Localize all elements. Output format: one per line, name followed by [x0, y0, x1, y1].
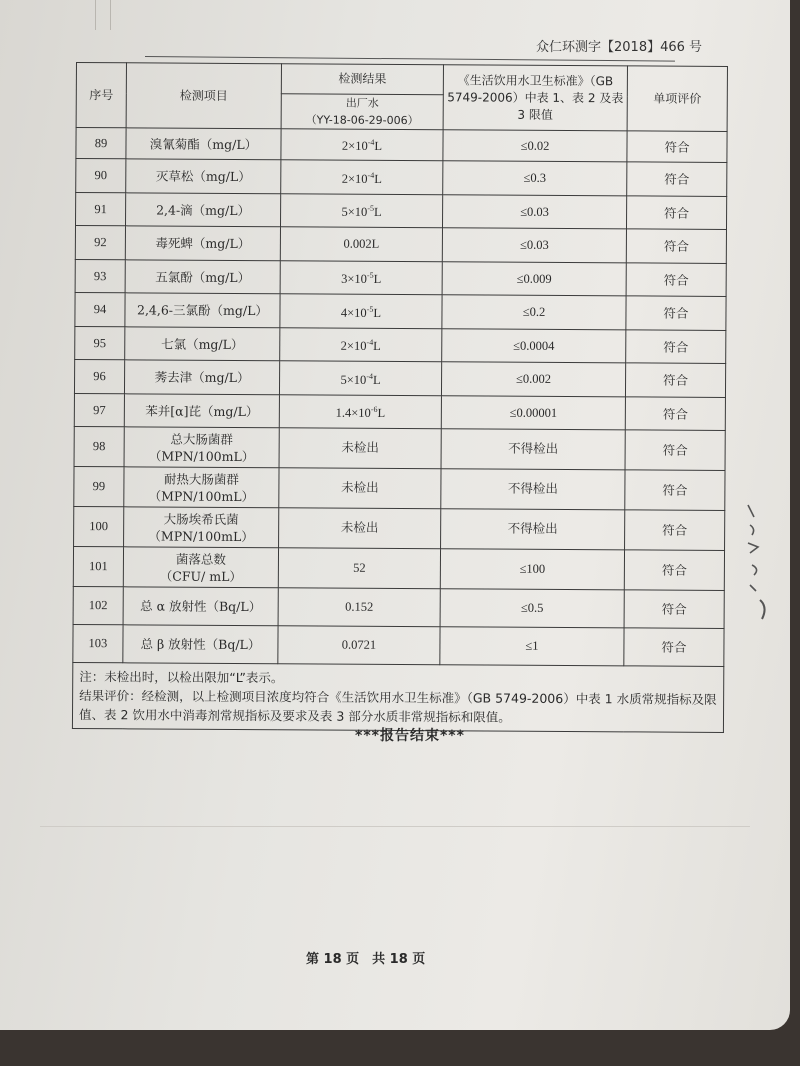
row-seq: 100	[74, 506, 124, 546]
row-eval: 符合	[624, 590, 724, 629]
row-result-exponent: -4	[367, 170, 375, 180]
header-result: 检测结果	[281, 64, 443, 95]
row-result	[281, 160, 443, 195]
row-seq: 101	[73, 546, 123, 586]
row-limit: ≤0.03	[442, 195, 626, 229]
row-item	[124, 427, 279, 468]
row-result	[280, 261, 442, 295]
table-row	[75, 292, 726, 330]
row-result-base: 2×10	[340, 339, 367, 354]
table-row	[74, 393, 725, 430]
row-result-suffix: L	[373, 272, 382, 287]
row-result	[279, 361, 441, 396]
row-result-base: 2×10	[341, 139, 368, 154]
row-result-base: 3×10	[341, 272, 367, 287]
header-item: 检测项目	[126, 63, 281, 129]
row-limit: ≤0.03	[442, 228, 626, 263]
page-number: 第 18 页 共 18 页	[306, 952, 426, 967]
header-result-sample: 出厂水	[345, 96, 379, 110]
row-result	[280, 294, 442, 329]
row-result-exponent: -5	[366, 271, 374, 281]
row-item-name: 大肠埃希氏菌	[163, 511, 239, 527]
row-result-suffix: L	[373, 205, 382, 220]
row-limit: ≤0.3	[443, 161, 627, 196]
row-limit: 不得检出	[441, 429, 625, 470]
row-seq: 90	[76, 159, 126, 193]
row-item: 苯并[α]芘（mg/L）	[124, 394, 279, 428]
table-row	[74, 506, 725, 550]
table-header-row	[76, 63, 727, 97]
row-result	[280, 194, 442, 228]
row-result-suffix: L	[372, 372, 381, 387]
row-result-base: 0.002L	[343, 236, 380, 251]
row-seq: 91	[76, 193, 126, 226]
row-limit: 不得检出	[441, 509, 625, 550]
row-eval: 符合	[627, 162, 727, 197]
row-limit: ≤0.5	[440, 589, 624, 628]
note-text: 注：未检出时，以检出限加“L”表示。	[79, 669, 284, 686]
notes-row	[72, 662, 723, 732]
row-seq: 93	[75, 259, 125, 292]
row-seq: 99	[74, 466, 124, 506]
row-seq: 103	[73, 624, 123, 662]
row-result-exponent: -4	[366, 338, 374, 348]
row-item-unit: （MPN/100mL）	[148, 527, 254, 544]
row-result-base: 未检出	[340, 520, 379, 535]
row-limit: ≤0.02	[443, 130, 627, 162]
row-seq: 96	[74, 359, 124, 393]
row-seq: 102	[73, 586, 123, 624]
row-item	[123, 547, 278, 588]
row-seq: 97	[74, 393, 124, 426]
row-eval: 符合	[626, 229, 726, 264]
row-item: 灭草松（mg/L）	[126, 159, 281, 194]
row-eval: 符合	[627, 131, 727, 163]
row-seq: 98	[74, 426, 124, 466]
row-result	[278, 626, 440, 665]
row-item-unit: （MPN/100mL）	[148, 447, 255, 464]
row-seq: 94	[75, 292, 125, 326]
row-result-suffix: L	[377, 406, 386, 421]
row-item-unit: （CFU/ mL）	[159, 568, 242, 584]
row-eval: 符合	[625, 470, 725, 511]
row-item: 溴氰菊酯（mg/L）	[126, 128, 281, 160]
binding-edge	[95, 0, 111, 30]
row-result-base: 4×10	[340, 305, 367, 320]
row-limit: 不得检出	[441, 469, 625, 510]
row-result-suffix: L	[374, 139, 383, 154]
row-result-suffix: L	[374, 171, 382, 186]
row-item-unit: （MPN/100mL）	[148, 487, 255, 504]
row-seq: 89	[76, 128, 126, 159]
row-result	[279, 395, 441, 429]
row-item: 2,4,6-三氯酚（mg/L）	[125, 293, 280, 328]
row-result-exponent: -5	[366, 304, 374, 314]
table-row	[73, 546, 724, 590]
row-result-exponent: -6	[370, 405, 378, 415]
row-result-exponent: -5	[367, 204, 375, 214]
row-item: 毒死蜱（mg/L）	[125, 226, 280, 261]
table-row	[76, 193, 727, 230]
results-body	[73, 128, 727, 667]
row-result-exponent: -4	[367, 138, 375, 148]
row-item	[124, 467, 279, 508]
row-result	[278, 588, 440, 627]
header-result-sub	[281, 94, 443, 130]
row-item-name: 耐热大肠菌群	[163, 471, 240, 487]
row-result-base: 0.0721	[341, 637, 377, 652]
row-result-base: 0.152	[345, 599, 374, 614]
row-limit: ≤0.0004	[442, 329, 626, 363]
report-reference-number: 众仁环测字【2018】466 号	[536, 40, 703, 55]
header-eval: 单项评价	[627, 66, 727, 132]
row-result-exponent: -4	[366, 371, 374, 381]
row-seq: 95	[75, 326, 125, 359]
row-item	[124, 507, 279, 548]
row-eval: 符合	[625, 363, 725, 398]
conclusion-text: 结果评价：经检测，以上检测项目浓度均符合《生活饮用水卫生标准》（GB 5749-2006）中表 1 水质常规指标及限值、表 2 饮用水中消毒剂常规指标及要求及表 3 部分水质非常规指标和限值。	[78, 688, 717, 725]
row-result	[279, 508, 441, 549]
notes-cell	[72, 662, 723, 732]
row-eval: 符合	[625, 430, 725, 471]
row-item: 2,4-滴（mg/L）	[126, 193, 281, 227]
table-row	[74, 466, 725, 510]
row-result-suffix: L	[373, 305, 382, 320]
row-result-base: 5×10	[341, 205, 368, 220]
row-result	[280, 227, 442, 262]
row-result	[280, 328, 442, 362]
table-row	[74, 359, 725, 397]
header-standard: 《生活饮用水卫生标准》（GB 5749-2006）中表 1、表 2 及表 3 限值	[443, 65, 627, 131]
row-eval: 符合	[625, 510, 725, 551]
results-table	[72, 62, 728, 733]
row-item: 七氯（mg/L）	[125, 327, 280, 361]
row-eval: 符合	[625, 397, 725, 431]
row-limit: ≤0.00001	[441, 396, 625, 430]
row-item: 莠去津（mg/L）	[124, 360, 279, 395]
row-eval: 符合	[626, 263, 726, 297]
row-item: 总 β 放射性（Bq/L）	[123, 625, 278, 664]
row-item: 总 α 放射性（Bq/L）	[123, 587, 278, 626]
table-row	[76, 159, 727, 197]
table-row	[74, 426, 725, 470]
row-result	[279, 468, 441, 509]
row-eval: 符合	[626, 296, 726, 331]
report-end-mark: ***报告结束***	[355, 728, 465, 744]
margin-stamp-mark	[742, 495, 772, 625]
header-seq: 序号	[76, 63, 126, 128]
row-result-base: 2×10	[341, 171, 368, 186]
table-row	[75, 226, 726, 264]
table-row	[73, 624, 724, 666]
row-seq: 92	[75, 226, 125, 260]
row-limit: ≤0.2	[442, 295, 626, 330]
row-limit: ≤0.002	[441, 362, 625, 397]
table-row	[75, 259, 726, 296]
row-eval: 符合	[624, 628, 724, 667]
row-eval: 符合	[626, 330, 726, 364]
row-eval: 符合	[626, 196, 726, 230]
row-item-name: 总大肠菌群	[170, 431, 233, 447]
table-row	[75, 326, 726, 363]
row-item-name: 菌落总数	[175, 551, 227, 567]
row-result-base: 未检出	[341, 440, 379, 455]
row-result-suffix: L	[373, 339, 381, 354]
row-result	[278, 548, 440, 589]
row-result	[279, 428, 441, 469]
header-rule	[145, 56, 675, 62]
table-row	[73, 586, 724, 628]
header-result-sample-id: （YY-18-06-29-006）	[305, 113, 419, 128]
footer-rule	[40, 826, 750, 827]
row-result-base: 5×10	[340, 372, 367, 387]
row-eval: 符合	[624, 550, 724, 591]
row-result	[281, 129, 443, 161]
row-limit: ≤1	[440, 627, 624, 666]
row-result-base: 52	[353, 560, 366, 575]
row-limit: ≤0.009	[442, 262, 626, 296]
row-result-base: 1.4×10	[335, 406, 371, 421]
row-item: 五氯酚（mg/L）	[125, 260, 280, 294]
table-row	[76, 128, 727, 163]
row-result-base: 未检出	[341, 480, 379, 495]
row-limit: ≤100	[440, 549, 624, 590]
